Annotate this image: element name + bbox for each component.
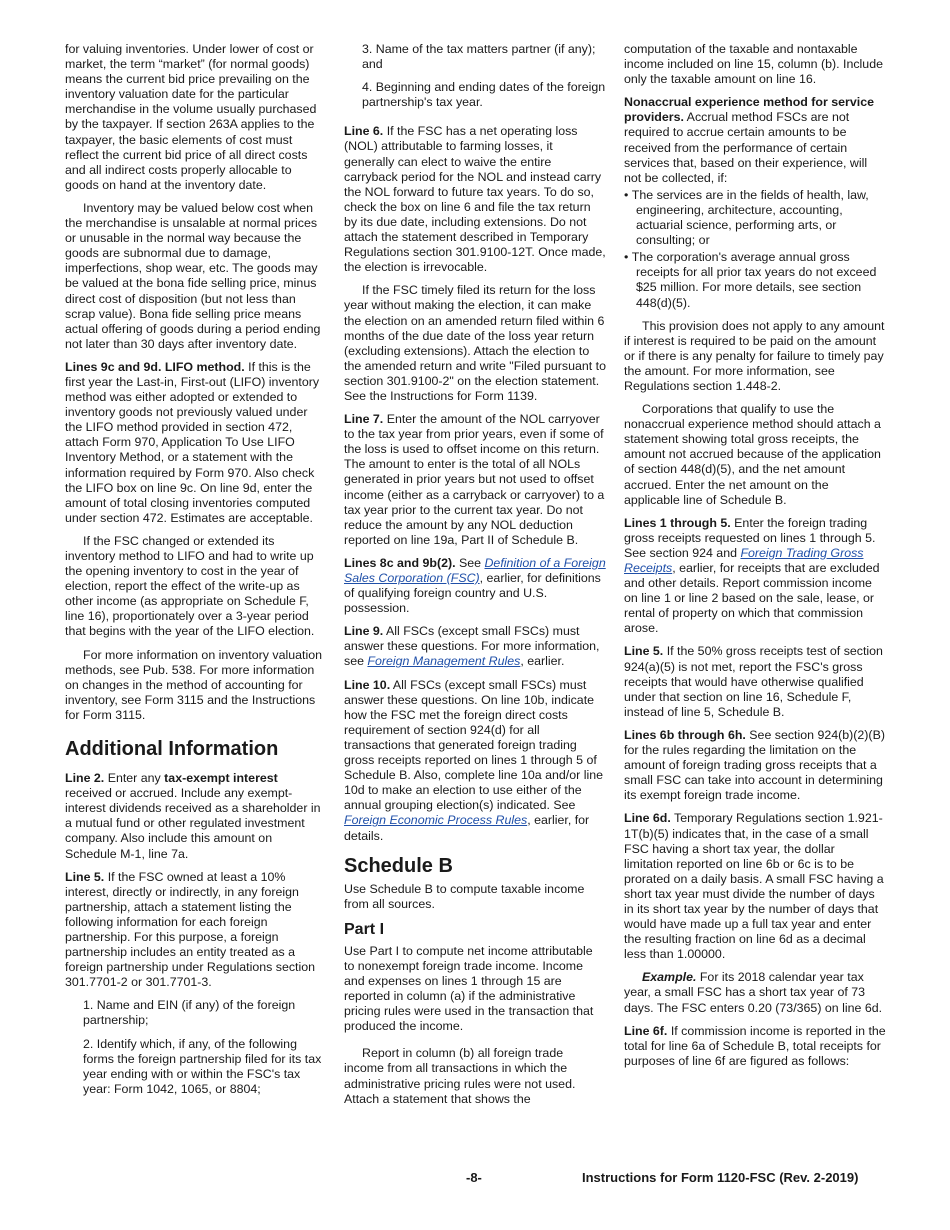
paragraph: Lines 8c and 9b(2). See Definition of a Foreign Sales Corporation (FSC), earlier, for definitions of qualifying foreign country and U.S. possession. [344,555,606,616]
paragraph: Lines 1 through 5. Enter the foreign trading gross receipts requested on lines 1 through 5. See section 924 and Foreign Trading Gross Receipts, earlier, for receipts that are excluded and other details. Report commission income on line 1 or line 2 based on the sale, lease, or rental of property on which that commission arose. [624,515,880,636]
paragraph: Line 6d. Temporary Regulations section 1.921-1T(b)(5) indicates that, in the case of a small FSC having a short tax year, the dollar limitation reported on line 6b or 6c is to be prorated on a daily basis. A small FSC having a short tax year must divide the number of days in its short tax year by the number of days that would have made up a full tax year and enter the resulting fraction on line 6d as a decimal less than 1.00000. [624,811,884,962]
run-in-heading: Line 6f. [624,1023,668,1038]
run-in-heading: Example. [642,970,697,985]
run-in-heading: Line 10. [344,677,391,692]
paragraph: Use Schedule B to compute taxable income from all sources. [344,881,585,911]
column-3 [624,42,886,1077]
bullet-item: • The corporation's average annual gross receipts for all prior tax years do not exceed $25 million. For more details, see section 448(d)(5). [624,250,877,310]
run-in-heading: Line 5. [65,869,105,884]
run-in-heading: Lines 6b through 6h. [624,727,746,742]
paragraph: Line 2. Enter any tax-exempt interest received or accrued. Include any exempt-interest dividends received as a shareholder in a mutual fund or other regulated investment company. Also include this amount on Schedule M-1, line 7a. [65,771,321,861]
subsection-heading: Part I [344,920,385,938]
paragraph: Line 5. If the 50% gross receipts test of section 924(a)(5) is not met, report the FSC's gross receipts that would have otherwise qualified under that section on line 16, Schedule F, instead of line 5, Schedule B. [624,644,883,719]
run-in-heading: Line 6d. [624,811,671,826]
list-item: 1. Name and EIN (if any) of the foreign partnership; [83,998,296,1028]
section-heading: Additional Information [65,738,279,761]
link-foreign-management-rules[interactable]: Foreign Management Rules [367,654,521,669]
paragraph: Example. For its 2018 calendar year tax year, a small FSC has a short tax year of 73 days. The FSC enters 0.20 (73/365) on line 6d. [624,970,883,1015]
footer-title: Instructions for Form 1120-FSC (Rev. 2-2019) [582,1170,859,1185]
link-foreign-trading-gross-receipts[interactable]: Foreign Trading Gross Receipts [624,545,864,575]
paragraph: for valuing inventories. Under lower of cost or market, the term “market” (for normal goods) means the current bid price prevailing on the inventory valuation date for the particular merchandise in the volume usually purchased by the taxpayer. If section 263A applies to the taxpayer, the basic elements of cost must reflect the current bid price of all direct costs and all indirect costs properly allocable to goods on hand at the inventory date. [65,42,317,192]
list-item: 3. Name of the tax matters partner (if any); and [362,42,596,72]
run-in-heading: Lines 8c and 9b(2). [344,555,456,570]
paragraph: Line 5. If the FSC owned at least a 10% interest, directly or indirectly, in any foreign partnership, attach a statement listing the following information for each foreign partnership. For this purpose, a foreign partnership includes an entity treated as a foreign partnership under Regulations section 301.7701-2 or 301.7701-3. [65,869,316,990]
page-number: -8- [466,1170,482,1185]
run-in-heading: Lines 1 through 5. [624,515,731,530]
section-heading: Schedule B [344,854,453,877]
run-in-heading: Line 6. [344,124,384,139]
bullet-icon: • [624,250,632,265]
run-in-heading: Nonaccrual experience method for service providers. [624,95,874,125]
paragraph: If the FSC changed or extended its inventory method to LIFO and had to write up the opening inventory to cost in the year of election, report the effect of the write-up as other income (as appropriate on Schedule F, line 16), proportionately over a 3-year period that begins with the year of the LIFO election. [65,533,315,639]
bullet-item: • The services are in the fields of health, law, engineering, architecture, accounting, actuarial science, performing arts, or consulting; or [624,187,869,248]
paragraph: Line 6. If the FSC has a net operating loss (NOL) attributable to farming losses, it generally can elect to waive the entire carryback period for the NOL and instead carry the NOL forward to future tax years. To do so, check the box on line 6 and file the tax return by its due date, including extensions. Do not attach the statement described in Temporary Regulations section 301.9100-12T. Once made, the election is irrevocable. [344,124,606,275]
paragraph: This provision does not apply to any amount if interest is required to be paid on the amount or if there is any penalty for failure to timely pay the amount. For more information, see Regulations section 1.448-2. [624,318,885,393]
paragraph: Line 6f. If commission income is reported in the total for line 6a of Schedule B, total receipts for purposes of line 6f are figured as follows: [624,1023,886,1068]
paragraph: Report in column (b) all foreign trade income from all transactions in which the administrative pricing rules were not used. Attach a statement that shows the [344,1046,576,1106]
paragraph: Use Part I to compute net income attributable to nonexempt foreign trade income. Income and expenses on lines 1 through 15 are reported in column (a) if the administrative pricing rules were used in the transaction that produced the income. [344,943,594,1034]
bullet-icon: • [624,187,632,202]
paragraph: computation of the taxable and nontaxable income included on line 15, column (b). Include only the taxable amount on line 16. [624,42,883,87]
paragraph: Line 10. All FSCs (except small FSCs) must answer these questions. On line 10b, indicate how the FSC met the foreign direct costs requirement of section 924(d) for all transactions that generated foreign trading gross receipts reported on lines 1 through 5 of Schedule B. Also, complete line 10a and/or line 10d to make an election to use either of the annual grouping election(s) indicated. See Foreign Economic Process Rules, earlier, for details. [344,677,603,843]
paragraph: Corporations that qualify to use the nonaccrual experience method should attach a statement showing total gross receipts, the amount not accrued because of the application of section 448(d)(5), and the net amount accrued. Enter the net amount on the applicable line of Schedule B. [624,402,881,507]
run-in-heading: Line 7. [344,412,384,427]
paragraph: For more information on inventory valuation methods, see Pub. 538. For more information on changes in the method of accounting for inventory, see Form 3115 and the Instructions for Form 3115. [65,647,322,722]
paragraph: Lines 9c and 9d. LIFO method. If this is the first year the Last-in, First-out (LIFO) inventory method was either adopted or extended to inventory goods not previously valued under the LIFO method provided in section 472, attach Form 970, Application To Use LIFO Inventory Method, or a statement with the information required by Form 970. Also check the LIFO box on line 9c. On line 9d, enter the amount of total closing inventories computed under section 472. Estimates are acceptable. [65,359,320,525]
paragraph: If the FSC timely filed its return for the loss year without making the election, it can make the election on an amended return filed within 6 months of the due date of the loss year return (excluding extensions). Attach the election to the amended return and write "Filed pursuant to section 301.9100-2" on the election statement. See the Instructions for Form 1139. [344,283,607,403]
column-1 [65,42,327,1105]
paragraph: Inventory may be valued below cost when the merchandise is unsalable at normal prices or unusable in the normal way because the goods are subnormal due to damage, imperfections, shop wear, etc. The goods may be valued at the bona fide selling price, minus direct cost of disposition (but not less than scrap value). Bona fide selling price means actual offering of goods during a period ending not later than 30 days after inventory date. [65,200,321,351]
column-2 [344,42,606,1115]
run-in-heading: Lines 9c and 9d. LIFO method. [65,359,245,374]
link-definition-fsc[interactable]: Definition of a Foreign Sales Corporation (FSC) [344,555,606,585]
run-in-heading: Line 9. [344,624,384,639]
paragraph: Nonaccrual experience method for service providers. Accrual method FSCs are not required to accrue certain amounts to be received from the performance of certain services that, based on their experience, will not be collected, if: [624,95,874,185]
list-item: 2. Identify which, if any, of the following forms the foreign partnership filed for its tax year ending with or within the FSC's tax year: Form 1042, 1065, or 8804; [83,1036,322,1096]
paragraph: Line 9. All FSCs (except small FSCs) must answer these questions. For more information, see Foreign Management Rules, earlier. [344,624,600,669]
link-foreign-economic-process-rules[interactable]: Foreign Economic Process Rules [344,813,528,828]
run-in-heading: Line 5. [624,644,664,659]
run-in-heading: Line 2. [65,771,105,786]
list-item: 4. Beginning and ending dates of the foreign partnership's tax year. [362,80,606,110]
paragraph: Lines 6b through 6h. See section 924(b)(2)(B) for the rules regarding the limitation on the amount of foreign trading gross receipts that a small FSC can take into account in determining its exempt foreign trade income. [624,727,885,803]
paragraph: Line 7. Enter the amount of the NOL carryover to the tax year from prior years, even if some of the loss is used to offset income on this return. The amount to enter is the total of all NOLs generated in prior years but not used to offset income (either as a carryback or carryover) to a tax year prior to the current tax year. Do not reduce the amount by any NOL deduction reported on line 19a, Part II of Schedule B. [344,412,605,547]
